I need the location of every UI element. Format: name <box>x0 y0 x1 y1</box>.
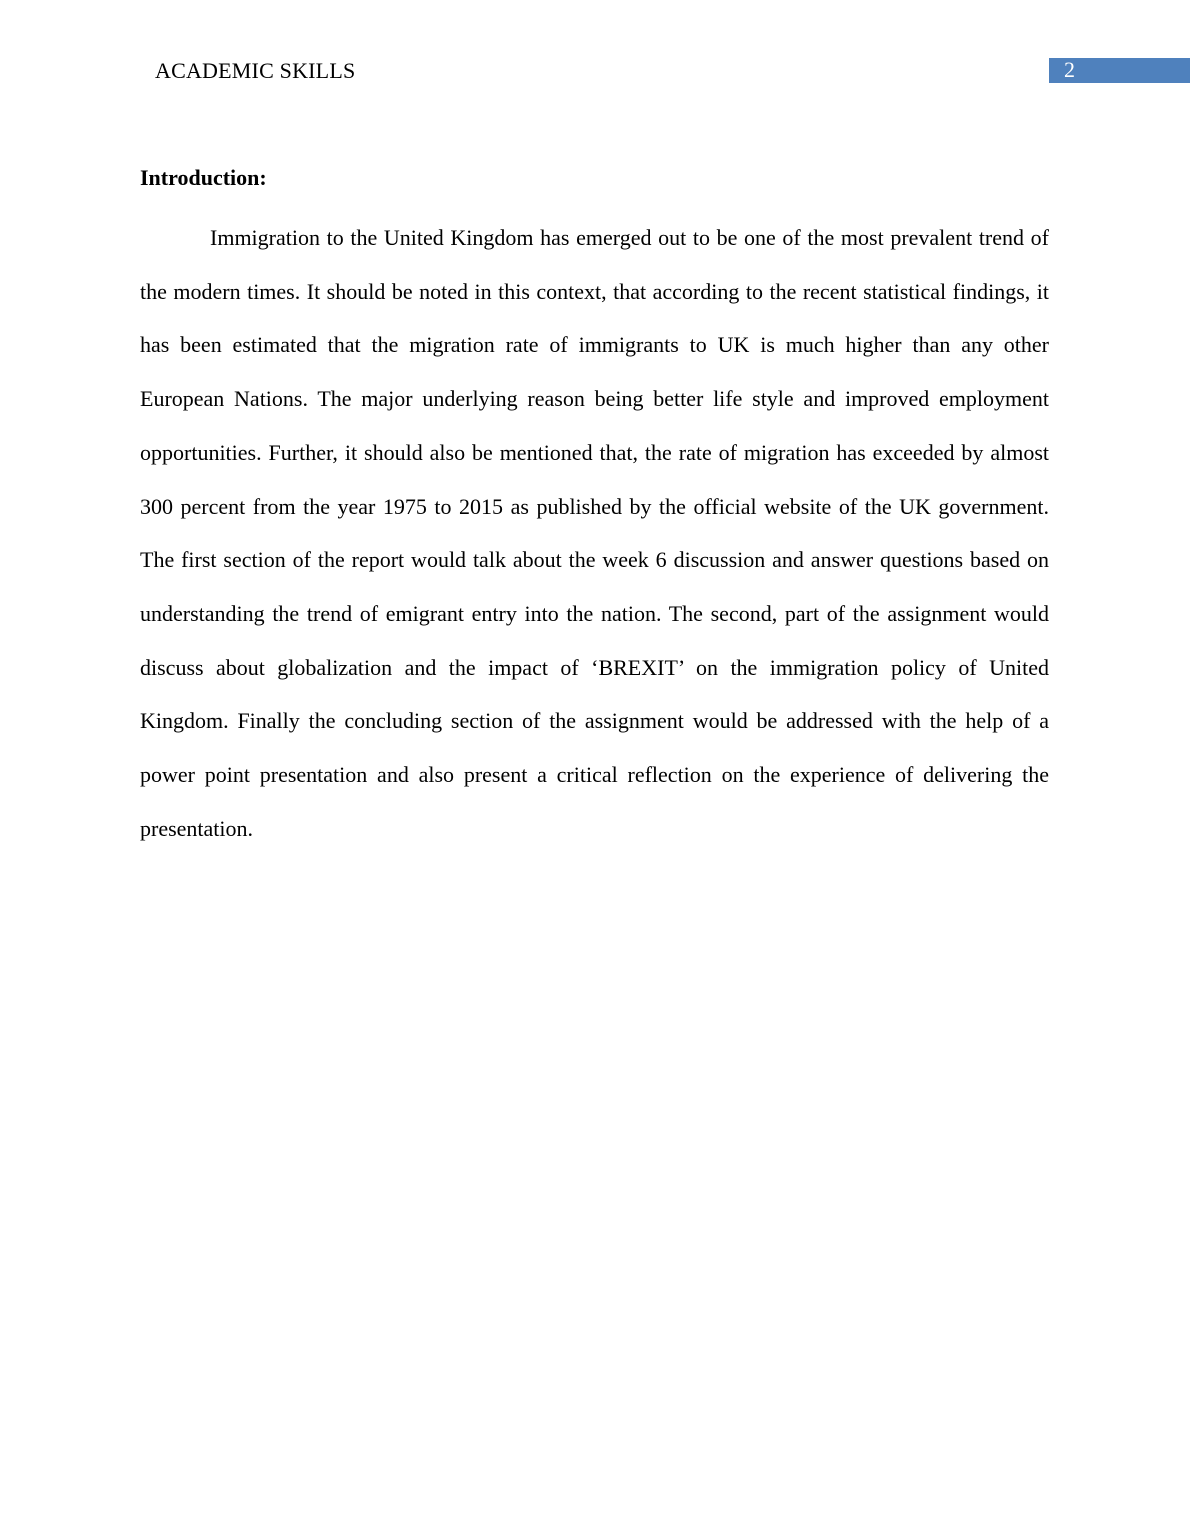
page-number-bar <box>1049 58 1190 83</box>
introduction-paragraph: Immigration to the United Kingdom has emerged out to be one of the most prevalent trend of the modern times. It should be noted in this context, that according to the recent statistical findings, it has been estimated that the migration rate of immigrants to UK is much higher than any other European Nations. The major underlying reason being better life style and improved employment opportunities. Further, it should also be mentioned that, the rate of migration has exceeded by almost 300 percent from the year 1975 to 2015 as published by the official website of the UK government. The first section of the report would talk about the week 6 discussion and answer questions based on understanding the trend of emigrant entry into the nation. The second, part of the assignment would discuss about globalization and the impact of ‘BREXIT’ on the immigration policy of United Kingdom. Finally the concluding section of the assignment would be addressed with the help of a power point presentation and also present a critical reflection on the experience of delivering the presentation. <box>140 225 1049 841</box>
document-body <box>140 163 1049 855</box>
running-header-title: ACADEMIC SKILLS <box>155 58 356 83</box>
page-number: 2 <box>1064 57 1075 82</box>
section-heading: Introduction: <box>140 165 267 190</box>
